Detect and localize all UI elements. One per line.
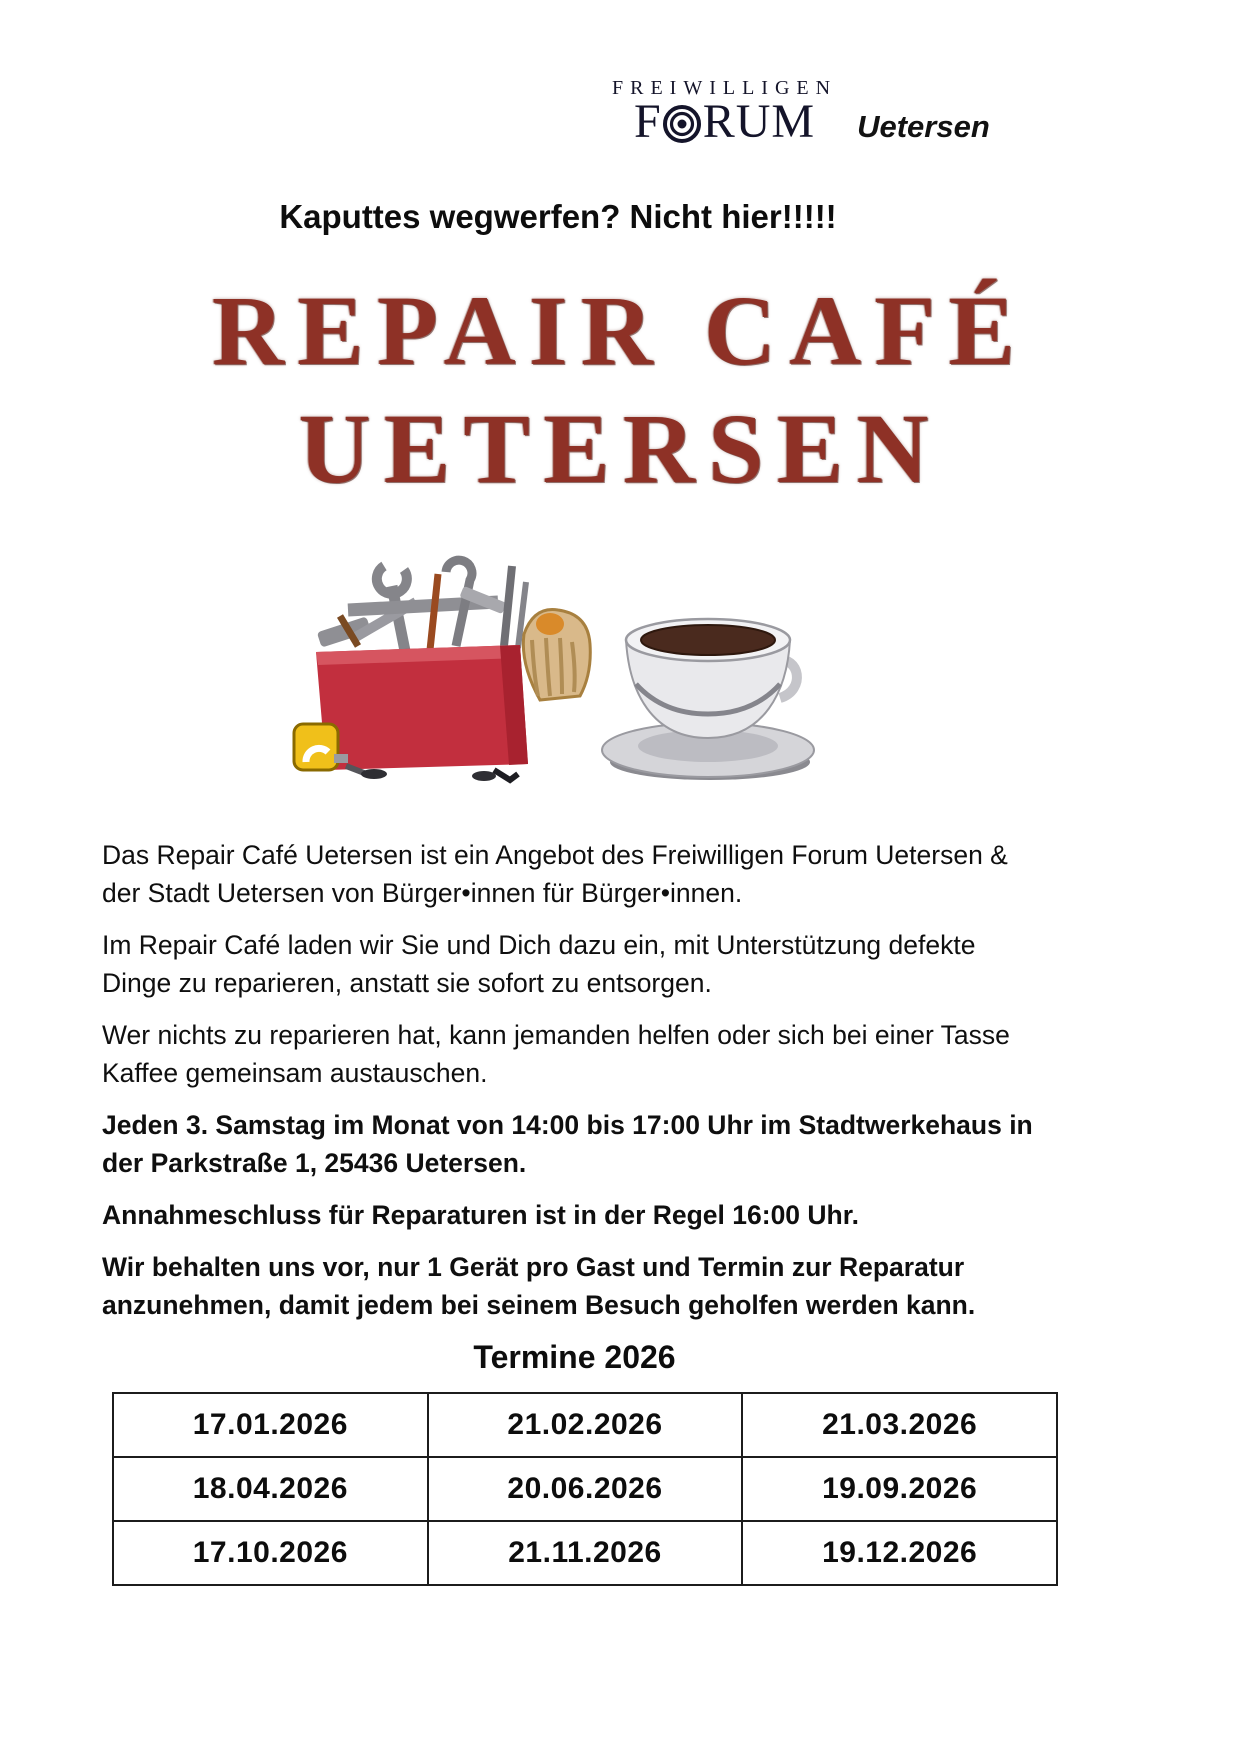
logo-city-text: Uetersen (857, 109, 990, 144)
spiral-o-icon (660, 100, 704, 144)
date-cell: 19.09.2026 (742, 1457, 1057, 1521)
coffee-cup-icon (602, 619, 814, 780)
paragraph-coffee: Wer nichts zu reparieren hat, kann jemanden helfen oder sich bei einer Tasse Kaffee gemeinsam austauschen. (102, 1020, 1010, 1088)
paragraph-schedule: Jeden 3. Samstag im Monat von 14:00 bis 17:00 Uhr im Stadtwerkehaus in der Parkstraße 1, 25436 Uetersen. (102, 1110, 1033, 1178)
toolbox-and-coffee-illustration (288, 538, 828, 800)
date-cell: 17.01.2026 (113, 1393, 428, 1457)
logo-forum-text (634, 95, 816, 148)
paragraph-intro: Das Repair Café Uetersen ist ein Angebot des Freiwilligen Forum Uetersen & der Stadt Uetersen von Bürger•innen für Bürger•innen. (102, 840, 1008, 908)
forum-wordmark (612, 78, 837, 146)
date-cell: 21.02.2026 (428, 1393, 743, 1457)
logo-forum-rum: RUM (702, 95, 816, 148)
repair-cafe-title (0, 272, 1240, 508)
date-cell: 20.06.2026 (428, 1457, 743, 1521)
toolbox-icon (294, 560, 590, 781)
logo-freiwilligen-text: FREIWILLIGEN (612, 77, 838, 99)
termine-heading: Termine 2026 (473, 1339, 676, 1375)
headline: Kaputtes wegwerfen? Nicht hier!!!!! (279, 198, 837, 235)
glove-icon (523, 610, 590, 701)
date-cell: 21.11.2026 (428, 1521, 743, 1585)
body-text (102, 836, 1047, 1586)
termine-table (112, 1392, 1058, 1586)
date-cell: 21.03.2026 (742, 1393, 1057, 1457)
table-row (113, 1457, 1057, 1521)
title-line1: REPAIR CAFÉ (211, 275, 1029, 386)
paragraph-deadline: Annahmeschluss für Reparaturen ist in der Regel 16:00 Uhr. (102, 1200, 859, 1230)
table-row (113, 1521, 1057, 1585)
date-cell: 17.10.2026 (113, 1521, 428, 1585)
date-cell: 19.12.2026 (742, 1521, 1057, 1585)
paragraph-one-device: Wir behalten uns vor, nur 1 Gerät pro Gast und Termin zur Reparatur anzunehmen, damit jedem bei seinem Besuch geholfen werden kann. (102, 1252, 976, 1320)
paragraph-invitation: Im Repair Café laden wir Sie und Dich dazu ein, mit Unterstützung defekte Dinge zu reparieren, anstatt sie sofort zu entsorgen. (102, 930, 976, 998)
freiwilligen-forum-logo (612, 78, 990, 146)
table-row (113, 1393, 1057, 1457)
logo-forum-f: F (634, 95, 662, 148)
date-cell: 18.04.2026 (113, 1457, 428, 1521)
title-line2: UETERSEN (298, 393, 942, 504)
